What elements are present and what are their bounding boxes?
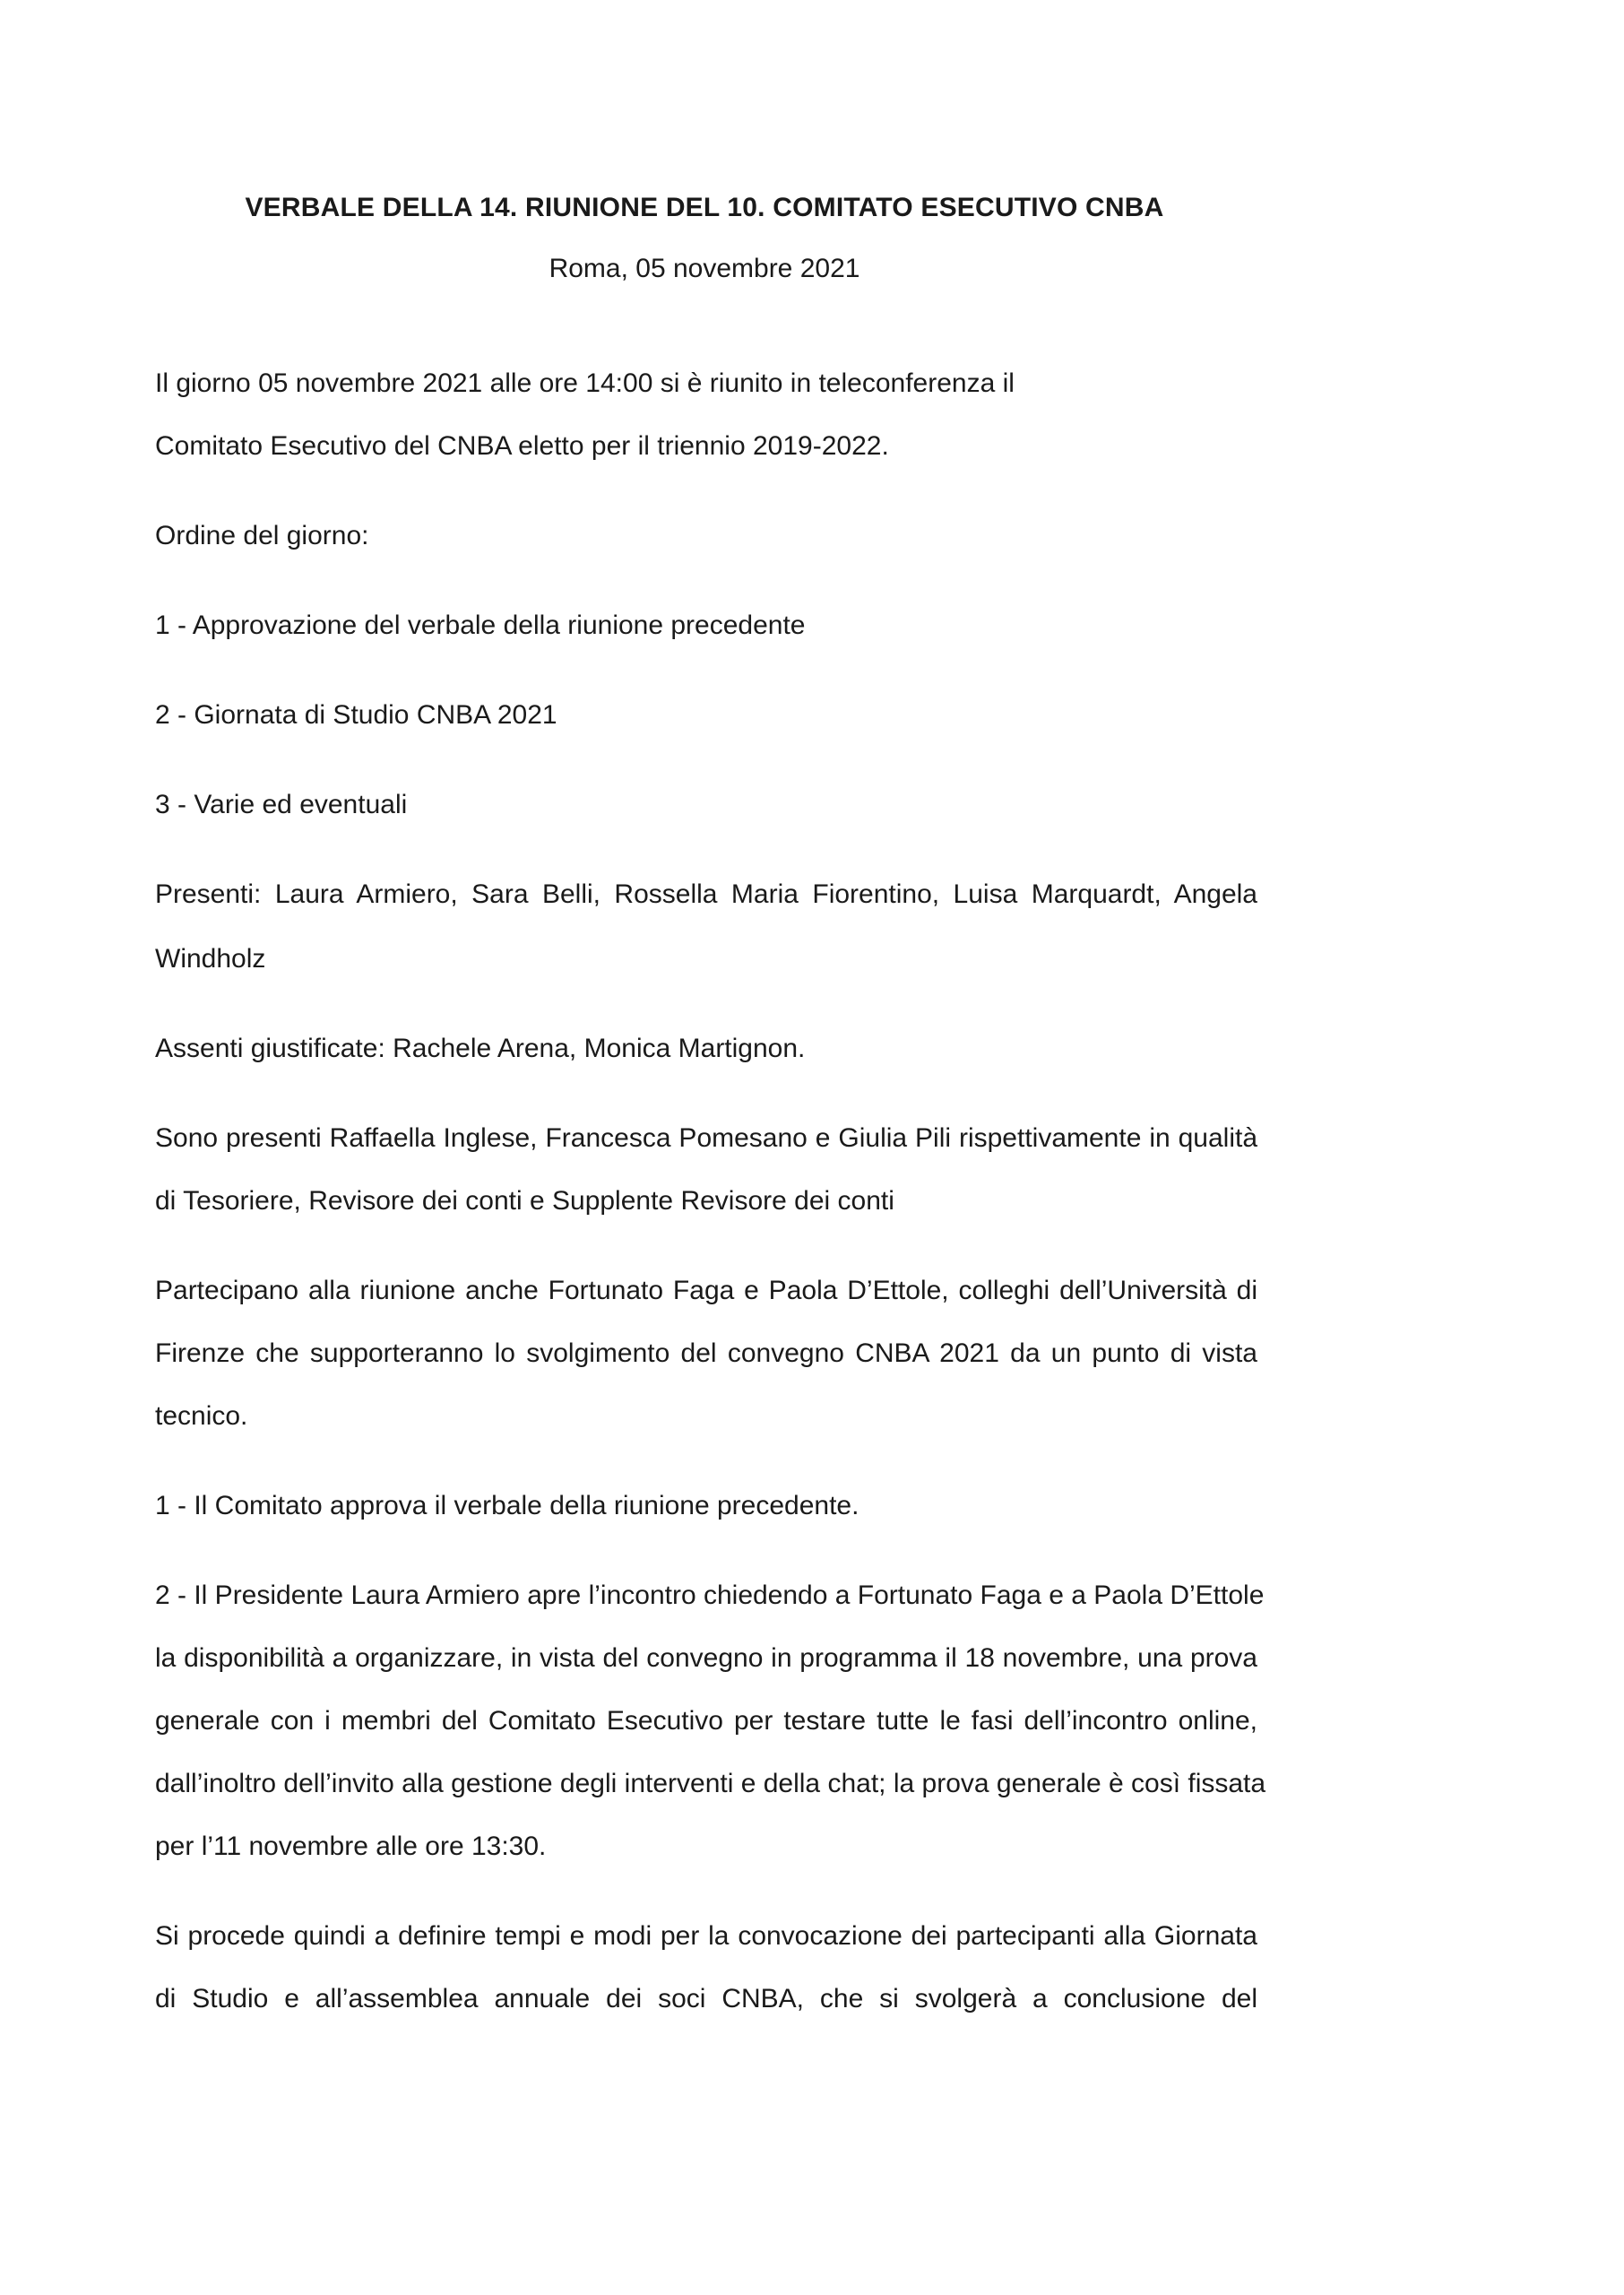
text-line: di Tesoriere, Revisore dei conti e Supplente Revisore dei conti xyxy=(155,1186,894,1216)
agenda-heading: Ordine del giorno: xyxy=(155,521,369,550)
text-line: 2 - Il Presidente Laura Armiero apre l’incontro chiedendo a Fortunato Faga e a Paola D’Ettole xyxy=(155,1581,1265,1610)
text-line: Presenti: Laura Armiero, Sara Belli, Rossella Maria Fiorentino, Luisa Marquardt, Angela xyxy=(155,879,1257,909)
text-line: Il giorno 05 novembre 2021 alle ore 14:00 si è riunito in teleconferenza il xyxy=(155,368,1015,398)
place-date: Roma, 05 novembre 2021 xyxy=(549,254,860,283)
agenda-item: 3 - Varie ed eventuali xyxy=(155,790,408,819)
text-line: Partecipano alla riunione anche Fortunato Faga e Paola D’Ettole, colleghi dell’Università di xyxy=(155,1276,1257,1305)
absent-paragraph: Assenti giustificate: Rachele Arena, Monica Martignon. xyxy=(155,1034,806,1063)
document-title: VERBALE DELLA 14. RIUNIONE DEL 10. COMITATO ESECUTIVO CNBA xyxy=(245,193,1164,222)
text-line: per l’11 novembre alle ore 13:30. xyxy=(155,1832,547,1861)
agenda-item: 2 - Giornata di Studio CNBA 2021 xyxy=(155,700,557,730)
text-line: Comitato Esecutivo del CNBA eletto per il triennio 2019-2022. xyxy=(155,431,889,461)
text-line: tecnico. xyxy=(155,1401,248,1431)
text-line: di Studio e all’assemblea annuale dei soci CNBA, che si svolgerà a conclusione del xyxy=(155,1984,1257,2014)
agenda-item: 1 - Approvazione del verbale della riunione precedente xyxy=(155,611,806,640)
item1-paragraph: 1 - Il Comitato approva il verbale della riunione precedente. xyxy=(155,1491,860,1520)
text-line: generale con i membri del Comitato Esecutivo per testare tutte le fasi dell’incontro online, xyxy=(155,1706,1257,1736)
text-line: Si procede quindi a definire tempi e modi per la convocazione dei partecipanti alla Giornata xyxy=(155,1921,1257,1951)
text-line: dall’inoltro dell’invito alla gestione degli interventi e della chat; la prova generale è così fissata xyxy=(155,1769,1266,1798)
text-line: Sono presenti Raffaella Inglese, Francesca Pomesano e Giulia Pili rispettivamente in qualità xyxy=(155,1123,1257,1153)
text-line: Windholz xyxy=(155,944,266,974)
text-line: Firenze che supporteranno lo svolgimento del convegno CNBA 2021 da un punto di vista xyxy=(155,1338,1257,1368)
text-line: la disponibilità a organizzare, in vista del convegno in programma il 18 novembre, una prova xyxy=(155,1643,1257,1673)
